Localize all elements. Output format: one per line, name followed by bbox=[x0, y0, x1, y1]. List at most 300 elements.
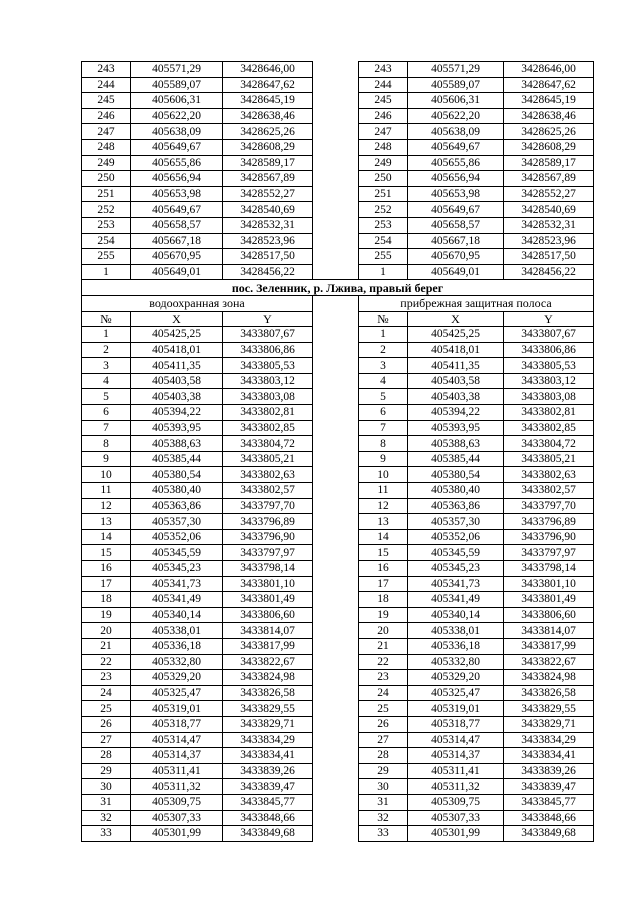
right-y-coordinate: 3433803,08 bbox=[504, 389, 594, 405]
left-point-number: 8 bbox=[82, 436, 131, 452]
gap-cell bbox=[313, 685, 359, 701]
right-point-number: 252 bbox=[359, 202, 408, 218]
table-row bbox=[82, 217, 594, 233]
gap-cell bbox=[313, 826, 359, 842]
left-x-coordinate: 405319,01 bbox=[131, 701, 223, 717]
right-x-coordinate: 405403,38 bbox=[408, 389, 504, 405]
right-y-coordinate: 3433829,71 bbox=[504, 716, 594, 732]
left-x-coordinate: 405314,37 bbox=[131, 748, 223, 764]
right-y-coordinate: 3428646,00 bbox=[504, 62, 594, 78]
left-point-number: 11 bbox=[82, 483, 131, 499]
table-row bbox=[82, 654, 594, 670]
left-point-number: 23 bbox=[82, 670, 131, 686]
left-y-coordinate: 3433814,07 bbox=[223, 623, 313, 639]
gap-cell bbox=[313, 405, 359, 421]
right-point-number: 18 bbox=[359, 592, 408, 608]
gap-cell bbox=[313, 514, 359, 530]
left-y-coordinate: 3428532,31 bbox=[223, 217, 313, 233]
table-row bbox=[82, 638, 594, 654]
right-y-coordinate: 3428608,29 bbox=[504, 139, 594, 155]
gap-cell bbox=[313, 654, 359, 670]
left-point-number: 26 bbox=[82, 716, 131, 732]
right-y-coordinate: 3433802,85 bbox=[504, 420, 594, 436]
left-y-coordinate: 3428608,29 bbox=[223, 139, 313, 155]
left-y-coordinate: 3428552,27 bbox=[223, 186, 313, 202]
right-y-coordinate: 3433801,49 bbox=[504, 592, 594, 608]
left-y-coordinate: 3433807,67 bbox=[223, 327, 313, 343]
left-x-coordinate: 405411,35 bbox=[131, 358, 223, 374]
left-x-coordinate: 405658,57 bbox=[131, 217, 223, 233]
left-y-coordinate: 3433829,71 bbox=[223, 716, 313, 732]
right-x-coordinate: 405658,57 bbox=[408, 217, 504, 233]
table-row bbox=[82, 373, 594, 389]
right-point-number: 21 bbox=[359, 638, 408, 654]
left-point-number: 252 bbox=[82, 202, 131, 218]
gap-cell bbox=[313, 794, 359, 810]
left-y-coordinate: 3433806,86 bbox=[223, 342, 313, 358]
gap-cell bbox=[313, 810, 359, 826]
right-y-coordinate: 3428589,17 bbox=[504, 155, 594, 171]
gap-cell bbox=[313, 763, 359, 779]
table-row bbox=[82, 467, 594, 483]
left-y-coordinate: 3433803,12 bbox=[223, 373, 313, 389]
right-x-coordinate: 405411,35 bbox=[408, 358, 504, 374]
gap-cell bbox=[313, 607, 359, 623]
table-row bbox=[82, 779, 594, 795]
section-header bbox=[82, 280, 594, 327]
header-y-right: Y bbox=[504, 311, 594, 327]
table-row bbox=[82, 701, 594, 717]
left-y-coordinate: 3433796,89 bbox=[223, 514, 313, 530]
left-point-number: 246 bbox=[82, 108, 131, 124]
gap-cell bbox=[313, 373, 359, 389]
left-point-number: 27 bbox=[82, 732, 131, 748]
left-point-number: 16 bbox=[82, 561, 131, 577]
gap-cell bbox=[313, 576, 359, 592]
left-x-coordinate: 405388,63 bbox=[131, 436, 223, 452]
left-y-coordinate: 3433806,60 bbox=[223, 607, 313, 623]
table-row bbox=[82, 327, 594, 343]
table-row bbox=[82, 826, 594, 842]
left-x-coordinate: 405380,40 bbox=[131, 483, 223, 499]
right-x-coordinate: 405589,07 bbox=[408, 77, 504, 93]
right-x-coordinate: 405341,73 bbox=[408, 576, 504, 592]
left-x-coordinate: 405363,86 bbox=[131, 498, 223, 514]
left-point-number: 6 bbox=[82, 405, 131, 421]
gap-cell bbox=[313, 342, 359, 358]
table-row bbox=[82, 171, 594, 187]
right-point-number: 13 bbox=[359, 514, 408, 530]
right-y-coordinate: 3433806,86 bbox=[504, 342, 594, 358]
right-y-coordinate: 3433848,66 bbox=[504, 810, 594, 826]
left-y-coordinate: 3433805,53 bbox=[223, 358, 313, 374]
table-row bbox=[82, 124, 594, 140]
gap-cell bbox=[313, 483, 359, 499]
right-y-coordinate: 3433814,07 bbox=[504, 623, 594, 639]
left-point-number: 1 bbox=[82, 264, 131, 280]
right-point-number: 28 bbox=[359, 748, 408, 764]
right-point-number: 243 bbox=[359, 62, 408, 78]
left-y-coordinate: 3433796,90 bbox=[223, 529, 313, 545]
table-row bbox=[82, 670, 594, 686]
left-x-coordinate: 405425,25 bbox=[131, 327, 223, 343]
right-x-coordinate: 405336,18 bbox=[408, 638, 504, 654]
right-point-number: 12 bbox=[359, 498, 408, 514]
left-point-number: 20 bbox=[82, 623, 131, 639]
left-x-coordinate: 405301,99 bbox=[131, 826, 223, 842]
table-row bbox=[82, 186, 594, 202]
left-point-number: 15 bbox=[82, 545, 131, 561]
coordinates-document bbox=[81, 61, 593, 842]
left-point-number: 21 bbox=[82, 638, 131, 654]
left-y-coordinate: 3433824,98 bbox=[223, 670, 313, 686]
table-row bbox=[82, 436, 594, 452]
left-point-number: 33 bbox=[82, 826, 131, 842]
right-x-coordinate: 405345,23 bbox=[408, 561, 504, 577]
right-point-number: 16 bbox=[359, 561, 408, 577]
left-y-coordinate: 3428567,89 bbox=[223, 171, 313, 187]
left-x-coordinate: 405606,31 bbox=[131, 93, 223, 109]
table-row bbox=[82, 77, 594, 93]
left-x-coordinate: 405352,06 bbox=[131, 529, 223, 545]
gap-cell bbox=[313, 732, 359, 748]
table-row bbox=[82, 763, 594, 779]
table-row bbox=[82, 748, 594, 764]
right-y-coordinate: 3433805,53 bbox=[504, 358, 594, 374]
right-x-coordinate: 405380,40 bbox=[408, 483, 504, 499]
table-row bbox=[82, 405, 594, 421]
right-x-coordinate: 405345,59 bbox=[408, 545, 504, 561]
right-point-number: 20 bbox=[359, 623, 408, 639]
right-y-coordinate: 3428552,27 bbox=[504, 186, 594, 202]
right-y-coordinate: 3433804,72 bbox=[504, 436, 594, 452]
left-y-coordinate: 3428523,96 bbox=[223, 233, 313, 249]
header-x-right: X bbox=[408, 311, 504, 327]
right-y-coordinate: 3433803,12 bbox=[504, 373, 594, 389]
gap-cell bbox=[313, 670, 359, 686]
left-y-coordinate: 3433802,85 bbox=[223, 420, 313, 436]
right-point-number: 31 bbox=[359, 794, 408, 810]
left-x-coordinate: 405345,59 bbox=[131, 545, 223, 561]
left-x-coordinate: 405394,22 bbox=[131, 405, 223, 421]
left-point-number: 3 bbox=[82, 358, 131, 374]
right-x-coordinate: 405606,31 bbox=[408, 93, 504, 109]
table-row bbox=[82, 810, 594, 826]
left-point-number: 9 bbox=[82, 451, 131, 467]
gap-cell bbox=[313, 217, 359, 233]
right-x-coordinate: 405649,67 bbox=[408, 202, 504, 218]
right-point-number: 29 bbox=[359, 763, 408, 779]
left-x-coordinate: 405656,94 bbox=[131, 171, 223, 187]
right-point-number: 1 bbox=[359, 264, 408, 280]
left-y-coordinate: 3433829,55 bbox=[223, 701, 313, 717]
left-y-coordinate: 3428646,00 bbox=[223, 62, 313, 78]
table-row bbox=[82, 685, 594, 701]
left-point-number: 7 bbox=[82, 420, 131, 436]
right-point-number: 3 bbox=[359, 358, 408, 374]
left-x-coordinate: 405345,23 bbox=[131, 561, 223, 577]
left-y-coordinate: 3428625,26 bbox=[223, 124, 313, 140]
right-y-coordinate: 3433834,41 bbox=[504, 748, 594, 764]
right-x-coordinate: 405352,06 bbox=[408, 529, 504, 545]
right-x-coordinate: 405311,32 bbox=[408, 779, 504, 795]
right-x-coordinate: 405622,20 bbox=[408, 108, 504, 124]
left-x-coordinate: 405318,77 bbox=[131, 716, 223, 732]
table-row bbox=[82, 623, 594, 639]
table-row bbox=[82, 93, 594, 109]
right-y-coordinate: 3433802,63 bbox=[504, 467, 594, 483]
right-point-number: 244 bbox=[359, 77, 408, 93]
table-row bbox=[82, 576, 594, 592]
table-row bbox=[82, 514, 594, 530]
right-point-number: 1 bbox=[359, 327, 408, 343]
table-row bbox=[82, 483, 594, 499]
gap-cell bbox=[313, 748, 359, 764]
right-x-coordinate: 405318,77 bbox=[408, 716, 504, 732]
gap-cell bbox=[313, 716, 359, 732]
right-x-coordinate: 405425,25 bbox=[408, 327, 504, 343]
left-y-coordinate: 3433845,77 bbox=[223, 794, 313, 810]
left-x-coordinate: 405403,58 bbox=[131, 373, 223, 389]
left-x-coordinate: 405649,67 bbox=[131, 139, 223, 155]
gap-cell bbox=[313, 592, 359, 608]
gap-cell bbox=[313, 561, 359, 577]
gap-cell bbox=[313, 623, 359, 639]
right-point-number: 11 bbox=[359, 483, 408, 499]
right-point-number: 17 bbox=[359, 576, 408, 592]
left-x-coordinate: 405325,47 bbox=[131, 685, 223, 701]
left-point-number: 243 bbox=[82, 62, 131, 78]
left-point-number: 251 bbox=[82, 186, 131, 202]
table-row bbox=[82, 358, 594, 374]
section-title: пос. Зеленник, р. Лжива, правый берег bbox=[82, 280, 594, 296]
right-point-number: 23 bbox=[359, 670, 408, 686]
left-x-coordinate: 405385,44 bbox=[131, 451, 223, 467]
right-x-coordinate: 405307,33 bbox=[408, 810, 504, 826]
right-point-number: 2 bbox=[359, 342, 408, 358]
gap-cell bbox=[313, 155, 359, 171]
right-y-coordinate: 3428540,69 bbox=[504, 202, 594, 218]
left-y-coordinate: 3433802,81 bbox=[223, 405, 313, 421]
right-point-number: 24 bbox=[359, 685, 408, 701]
table-row bbox=[82, 62, 594, 78]
left-x-coordinate: 405589,07 bbox=[131, 77, 223, 93]
left-point-number: 2 bbox=[82, 342, 131, 358]
left-y-coordinate: 3433798,14 bbox=[223, 561, 313, 577]
left-x-coordinate: 405314,47 bbox=[131, 732, 223, 748]
gap-cell bbox=[313, 233, 359, 249]
right-y-coordinate: 3433839,26 bbox=[504, 763, 594, 779]
gap-cell bbox=[313, 124, 359, 140]
left-x-coordinate: 405311,41 bbox=[131, 763, 223, 779]
right-point-number: 9 bbox=[359, 451, 408, 467]
left-point-number: 25 bbox=[82, 701, 131, 717]
left-point-number: 245 bbox=[82, 93, 131, 109]
table-row bbox=[82, 732, 594, 748]
right-point-number: 254 bbox=[359, 233, 408, 249]
right-x-coordinate: 405571,29 bbox=[408, 62, 504, 78]
right-zone-title: прибрежная защитная полоса bbox=[359, 295, 594, 311]
right-point-number: 246 bbox=[359, 108, 408, 124]
left-x-coordinate: 405341,49 bbox=[131, 592, 223, 608]
gap-cell bbox=[313, 451, 359, 467]
top-rows bbox=[82, 62, 594, 280]
left-point-number: 244 bbox=[82, 77, 131, 93]
gap-cell bbox=[313, 498, 359, 514]
right-x-coordinate: 405319,01 bbox=[408, 701, 504, 717]
right-x-coordinate: 405332,80 bbox=[408, 654, 504, 670]
left-point-number: 254 bbox=[82, 233, 131, 249]
table-row bbox=[82, 389, 594, 405]
left-point-number: 250 bbox=[82, 171, 131, 187]
left-x-coordinate: 405670,95 bbox=[131, 249, 223, 265]
table-row bbox=[82, 264, 594, 280]
right-x-coordinate: 405670,95 bbox=[408, 249, 504, 265]
right-x-coordinate: 405418,01 bbox=[408, 342, 504, 358]
left-x-coordinate: 405667,18 bbox=[131, 233, 223, 249]
left-point-number: 255 bbox=[82, 249, 131, 265]
header-y-left: Y bbox=[223, 311, 313, 327]
left-y-coordinate: 3433802,63 bbox=[223, 467, 313, 483]
right-y-coordinate: 3428625,26 bbox=[504, 124, 594, 140]
gap-cell bbox=[313, 420, 359, 436]
left-point-number: 1 bbox=[82, 327, 131, 343]
left-x-coordinate: 405338,01 bbox=[131, 623, 223, 639]
right-y-coordinate: 3433802,81 bbox=[504, 405, 594, 421]
gap-cell bbox=[313, 779, 359, 795]
right-x-coordinate: 405667,18 bbox=[408, 233, 504, 249]
right-point-number: 25 bbox=[359, 701, 408, 717]
left-point-number: 249 bbox=[82, 155, 131, 171]
right-y-coordinate: 3433798,14 bbox=[504, 561, 594, 577]
left-point-number: 248 bbox=[82, 139, 131, 155]
right-y-coordinate: 3428517,50 bbox=[504, 249, 594, 265]
left-y-coordinate: 3433839,47 bbox=[223, 779, 313, 795]
left-x-coordinate: 405649,01 bbox=[131, 264, 223, 280]
right-x-coordinate: 405338,01 bbox=[408, 623, 504, 639]
right-x-coordinate: 405314,37 bbox=[408, 748, 504, 764]
left-y-coordinate: 3433834,41 bbox=[223, 748, 313, 764]
left-point-number: 24 bbox=[82, 685, 131, 701]
table-row bbox=[82, 498, 594, 514]
right-y-coordinate: 3433797,70 bbox=[504, 498, 594, 514]
right-point-number: 27 bbox=[359, 732, 408, 748]
left-point-number: 19 bbox=[82, 607, 131, 623]
left-y-coordinate: 3433822,67 bbox=[223, 654, 313, 670]
right-x-coordinate: 405656,94 bbox=[408, 171, 504, 187]
right-x-coordinate: 405357,30 bbox=[408, 514, 504, 530]
right-point-number: 4 bbox=[359, 373, 408, 389]
left-point-number: 14 bbox=[82, 529, 131, 545]
left-point-number: 5 bbox=[82, 389, 131, 405]
left-point-number: 17 bbox=[82, 576, 131, 592]
right-x-coordinate: 405380,54 bbox=[408, 467, 504, 483]
left-x-coordinate: 405403,38 bbox=[131, 389, 223, 405]
left-y-coordinate: 3433817,99 bbox=[223, 638, 313, 654]
right-point-number: 248 bbox=[359, 139, 408, 155]
left-x-coordinate: 405311,32 bbox=[131, 779, 223, 795]
left-x-coordinate: 405649,67 bbox=[131, 202, 223, 218]
left-y-coordinate: 3433802,57 bbox=[223, 483, 313, 499]
coordinates-table bbox=[81, 61, 594, 842]
table-row bbox=[82, 202, 594, 218]
gap-cell bbox=[313, 358, 359, 374]
gap-cell bbox=[313, 171, 359, 187]
left-y-coordinate: 3433804,72 bbox=[223, 436, 313, 452]
gap-cell bbox=[313, 327, 359, 343]
left-y-coordinate: 3428638,46 bbox=[223, 108, 313, 124]
left-y-coordinate: 3433826,58 bbox=[223, 685, 313, 701]
left-y-coordinate: 3428540,69 bbox=[223, 202, 313, 218]
left-x-coordinate: 405307,33 bbox=[131, 810, 223, 826]
bottom-rows bbox=[82, 327, 594, 842]
right-x-coordinate: 405325,47 bbox=[408, 685, 504, 701]
left-point-number: 31 bbox=[82, 794, 131, 810]
left-y-coordinate: 3433797,70 bbox=[223, 498, 313, 514]
gap-cell bbox=[313, 93, 359, 109]
table-row bbox=[82, 249, 594, 265]
gap-cell bbox=[313, 202, 359, 218]
right-point-number: 7 bbox=[359, 420, 408, 436]
right-x-coordinate: 405393,95 bbox=[408, 420, 504, 436]
gap-cell bbox=[313, 467, 359, 483]
gap-cell bbox=[313, 295, 359, 311]
right-point-number: 247 bbox=[359, 124, 408, 140]
right-x-coordinate: 405309,75 bbox=[408, 794, 504, 810]
left-x-coordinate: 405655,86 bbox=[131, 155, 223, 171]
left-point-number: 13 bbox=[82, 514, 131, 530]
right-y-coordinate: 3428456,22 bbox=[504, 264, 594, 280]
right-x-coordinate: 405314,47 bbox=[408, 732, 504, 748]
left-point-number: 30 bbox=[82, 779, 131, 795]
left-point-number: 32 bbox=[82, 810, 131, 826]
table-row bbox=[82, 607, 594, 623]
left-y-coordinate: 3428456,22 bbox=[223, 264, 313, 280]
right-x-coordinate: 405329,20 bbox=[408, 670, 504, 686]
table-row bbox=[82, 420, 594, 436]
gap-cell bbox=[313, 389, 359, 405]
right-x-coordinate: 405301,99 bbox=[408, 826, 504, 842]
right-x-coordinate: 405363,86 bbox=[408, 498, 504, 514]
left-x-coordinate: 405357,30 bbox=[131, 514, 223, 530]
left-y-coordinate: 3428517,50 bbox=[223, 249, 313, 265]
left-x-coordinate: 405638,09 bbox=[131, 124, 223, 140]
right-y-coordinate: 3433807,67 bbox=[504, 327, 594, 343]
left-point-number: 29 bbox=[82, 763, 131, 779]
right-point-number: 32 bbox=[359, 810, 408, 826]
right-point-number: 33 bbox=[359, 826, 408, 842]
right-y-coordinate: 3433822,67 bbox=[504, 654, 594, 670]
left-x-coordinate: 405571,29 bbox=[131, 62, 223, 78]
right-y-coordinate: 3428567,89 bbox=[504, 171, 594, 187]
table-row bbox=[82, 139, 594, 155]
gap-cell bbox=[313, 529, 359, 545]
table-row bbox=[82, 233, 594, 249]
left-x-coordinate: 405336,18 bbox=[131, 638, 223, 654]
table-row bbox=[82, 545, 594, 561]
gap-cell bbox=[313, 62, 359, 78]
right-y-coordinate: 3433796,90 bbox=[504, 529, 594, 545]
left-x-coordinate: 405653,98 bbox=[131, 186, 223, 202]
right-point-number: 10 bbox=[359, 467, 408, 483]
right-y-coordinate: 3433834,29 bbox=[504, 732, 594, 748]
right-x-coordinate: 405653,98 bbox=[408, 186, 504, 202]
right-y-coordinate: 3433802,57 bbox=[504, 483, 594, 499]
left-x-coordinate: 405393,95 bbox=[131, 420, 223, 436]
right-y-coordinate: 3433849,68 bbox=[504, 826, 594, 842]
gap-cell bbox=[313, 545, 359, 561]
left-x-coordinate: 405340,14 bbox=[131, 607, 223, 623]
